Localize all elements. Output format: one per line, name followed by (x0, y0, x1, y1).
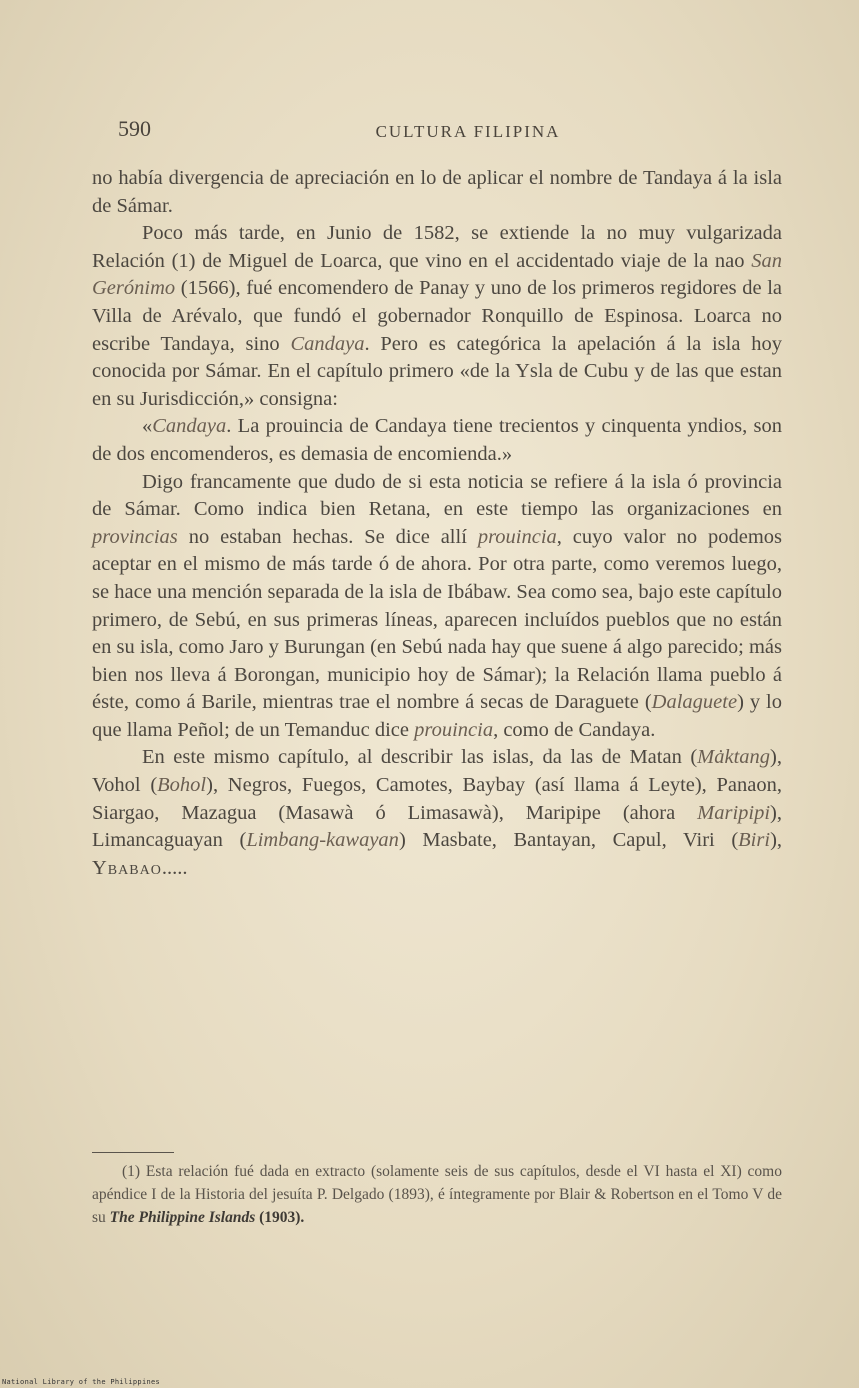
footnote-paragraph (92, 1160, 782, 1229)
text-run: Poco más tarde, en Junio de 1582, se extiende la no muy vulgarizada Relación (1) de Miguel de Loarca, que vino en el accidentado viaje de la nao (92, 222, 782, 272)
italic-text: San Gerónimo (92, 249, 782, 300)
text-run: . La prouincia de Candaya tiene trecientos y cinquenta yndios, son de dos encomenderos, es demasia de encomienda.» (92, 415, 782, 465)
italic-text: The Philippine Islands (109, 1209, 256, 1226)
italic-text: Candaya (152, 415, 227, 438)
text-run: ), Negros, Fuegos, Camotes, Baybay (así llama á Leyte), Panaon, Siargao, Mazagua (Masawà ó Limasawà), Maripipe (ahora (92, 774, 782, 824)
paragraph (92, 220, 782, 413)
page-header (118, 116, 778, 146)
body-text (92, 165, 782, 882)
running-title: CULTURA FILIPINA (375, 122, 561, 141)
text-run: , como de Candaya. (493, 718, 656, 741)
text-run: (1903). (255, 1209, 305, 1226)
text-run: ), (770, 829, 783, 852)
text-run: ), Limancaguayan ( (92, 801, 782, 852)
text-run: (1) Esta relación fué dada en extracto (solamente seis de sus capítulos, desde el VI hasta el XI) como apéndice I de la Historia del jesuíta P. Delgado (1893), é íntegramente por Blair & Robertson en el Tomo V de su (92, 1163, 782, 1226)
paragraph (92, 744, 782, 882)
italic-text: Mȧktang (697, 746, 771, 769)
text-run: ) y lo que llama Peñol; de un Temanduc dice (92, 691, 782, 741)
text-run: . Pero es categórica la apelación á la isla hoy conocida por Sámar. En el capítulo primero «de la Ysla de Cubu y de las que estan en su Jurisdicción,» consigna: (92, 332, 782, 410)
text-run: no había divergencia de apreciación en lo de aplicar el nombre de Tandaya á la isla de Sámar. (92, 167, 782, 217)
italic-text: prouincia (414, 718, 494, 741)
page-number: 590 (118, 116, 151, 141)
text-run: ..... (161, 856, 188, 879)
paragraph (92, 469, 782, 745)
footnote (92, 1160, 782, 1229)
text-run: no estaban hechas. Se dice allí (177, 525, 478, 548)
footnote-rule (92, 1152, 174, 1153)
italic-text: Bohol (157, 774, 207, 797)
italic-text: Maripipi (697, 801, 771, 824)
small-caps-text: Ybabao (92, 856, 162, 879)
italic-text: Candaya (290, 332, 365, 355)
italic-text: prouincia (477, 525, 557, 548)
italic-text: provincias (92, 525, 178, 548)
italic-text: Dalaguete (651, 691, 738, 714)
text-run: Digo francamente que dudo de si esta noticia se refiere á la isla ó provincia de Sámar. Como indica bien Retana, en este tiempo las organizaciones en (92, 470, 782, 521)
library-watermark: National Library of the Philippines (2, 1378, 161, 1386)
text-run: « (142, 415, 153, 438)
text-run: ), Vohol ( (92, 746, 782, 797)
text-run: ) Masbate, Bantayan, Capul, Viri ( (398, 829, 739, 852)
text-run: , cuyo valor no podemos aceptar en el mismo de más tarde ó de ahora. Por otra parte, como veremos luego, se hace una mención separada de la isla de Ibábaw. Sea como sea, bajo este capítulo primero, de Sebú, en sus primeras líneas, aparecen incluídos pueblos que no están en su isla, como Jaro y Burungan (en Sebú nada hay que suene á algo parecido; más bien nos lleva á Borongan, municipio hoy de Sámar); la Relación llama pueblo á éste, como á Barile, mientras trae el nombre á secas de Daraguete ( (92, 525, 783, 714)
paragraph (92, 165, 782, 220)
italic-text: Limbang-kawayan (246, 829, 399, 852)
text-run: En este mismo capítulo, al describir las islas, da las de Matan ( (142, 746, 698, 769)
italic-text: Biri (738, 829, 771, 852)
text-run: (1566), fué encomendero de Panay y uno de los primeros regidores de la Villa de Arévalo, que fundó el gobernador Ronquillo de Espinosa. Loarca no escribe Tandaya, sino (92, 277, 782, 355)
paragraph (92, 413, 782, 468)
